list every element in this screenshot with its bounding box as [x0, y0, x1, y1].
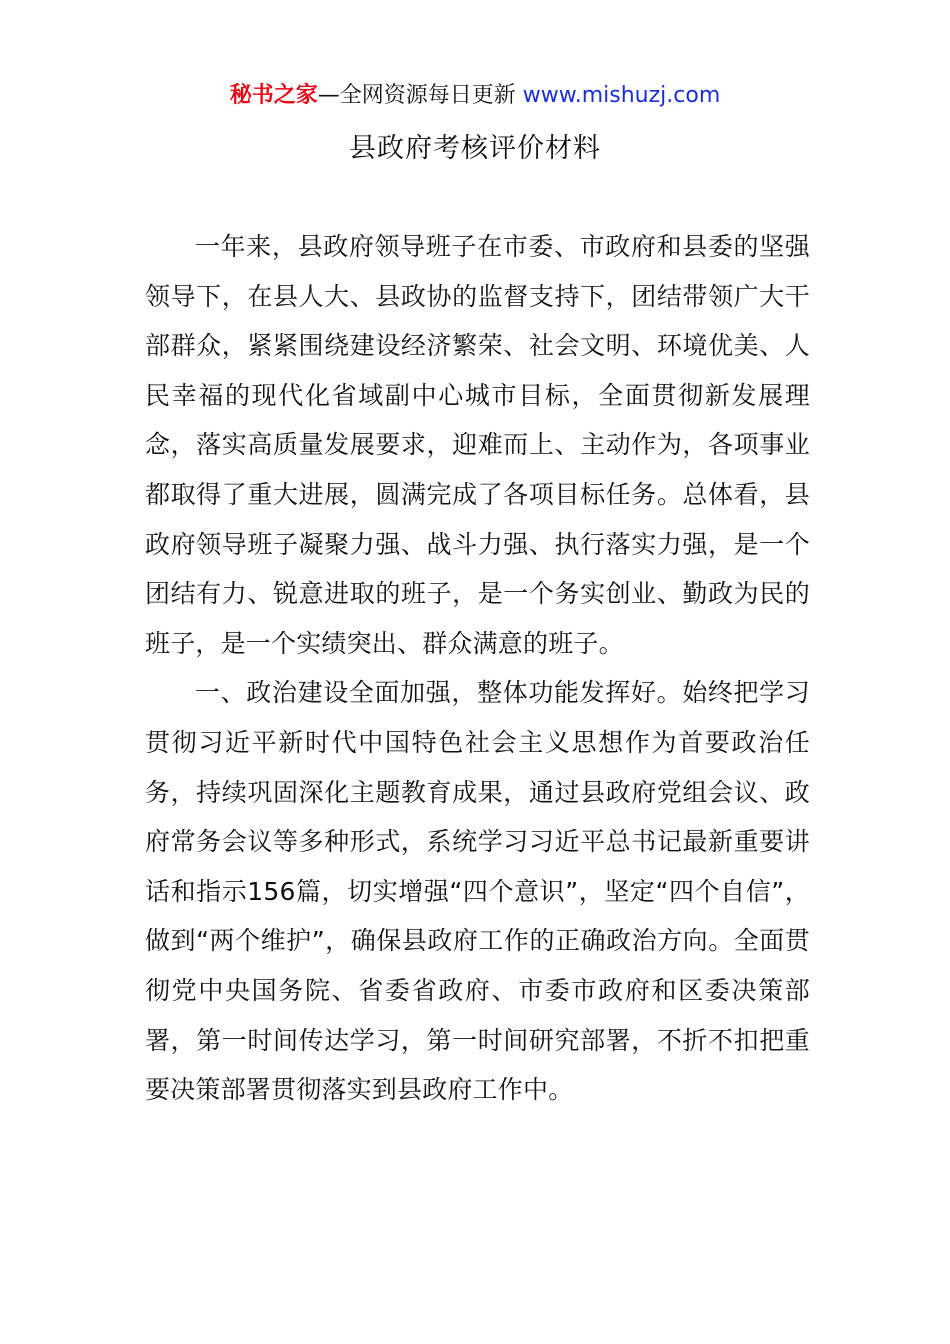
section-body-political: 始终把学习贯彻习近平新时代中国特色社会主义思想作为首要政治任务，持续巩固深化主题教育成果，通过县政府党组会议、政府常务会议等多种形式，系统学习习近平总书记最新重要讲话和指示156篇，切实增强“四个意识”，坚定“四个自信”，做到“两个维护”，确保县政府工作的正确政治方向。全面贯彻党中央国务院、省委省政府、市委市政府和区委决策部署，第一时间传达学习，第一时间研究部署，不折不扣把重要决策部署贯彻落实到县政府工作中。	[145, 678, 810, 1105]
paragraph-political-construction	[145, 668, 810, 1114]
paragraph-intro: 一年来，县政府领导班子在市委、市政府和县委的坚强领导下，在县人大、县政协的监督支持下，团结带领广大干部群众，紧紧围绕建设经济繁荣、社会文明、环境优美、人民幸福的现代化省域副中心城市目标，全面贯彻新发展理念，落实高质量发展要求，迎难而上、主动作为，各项事业都取得了重大进展，圆满完成了各项目标任务。总体看，县政府领导班子凝聚力强、战斗力强、执行落实力强，是一个团结有力、锐意进取的班子，是一个务实创业、勤政为民的班子，是一个实绩突出、群众满意的班子。	[145, 232, 810, 658]
brand-name: 秘书之家	[229, 83, 318, 108]
document-body	[145, 222, 810, 1115]
section-heading-political: 一、政治建设全面加强，整体功能发挥好。	[195, 678, 683, 708]
document-title: 县政府考核评价材料	[349, 133, 601, 164]
site-url-link[interactable]: www.mishuzj.com	[522, 83, 721, 108]
site-header	[0, 80, 950, 112]
header-tagline: —全网资源每日更新	[317, 83, 523, 108]
